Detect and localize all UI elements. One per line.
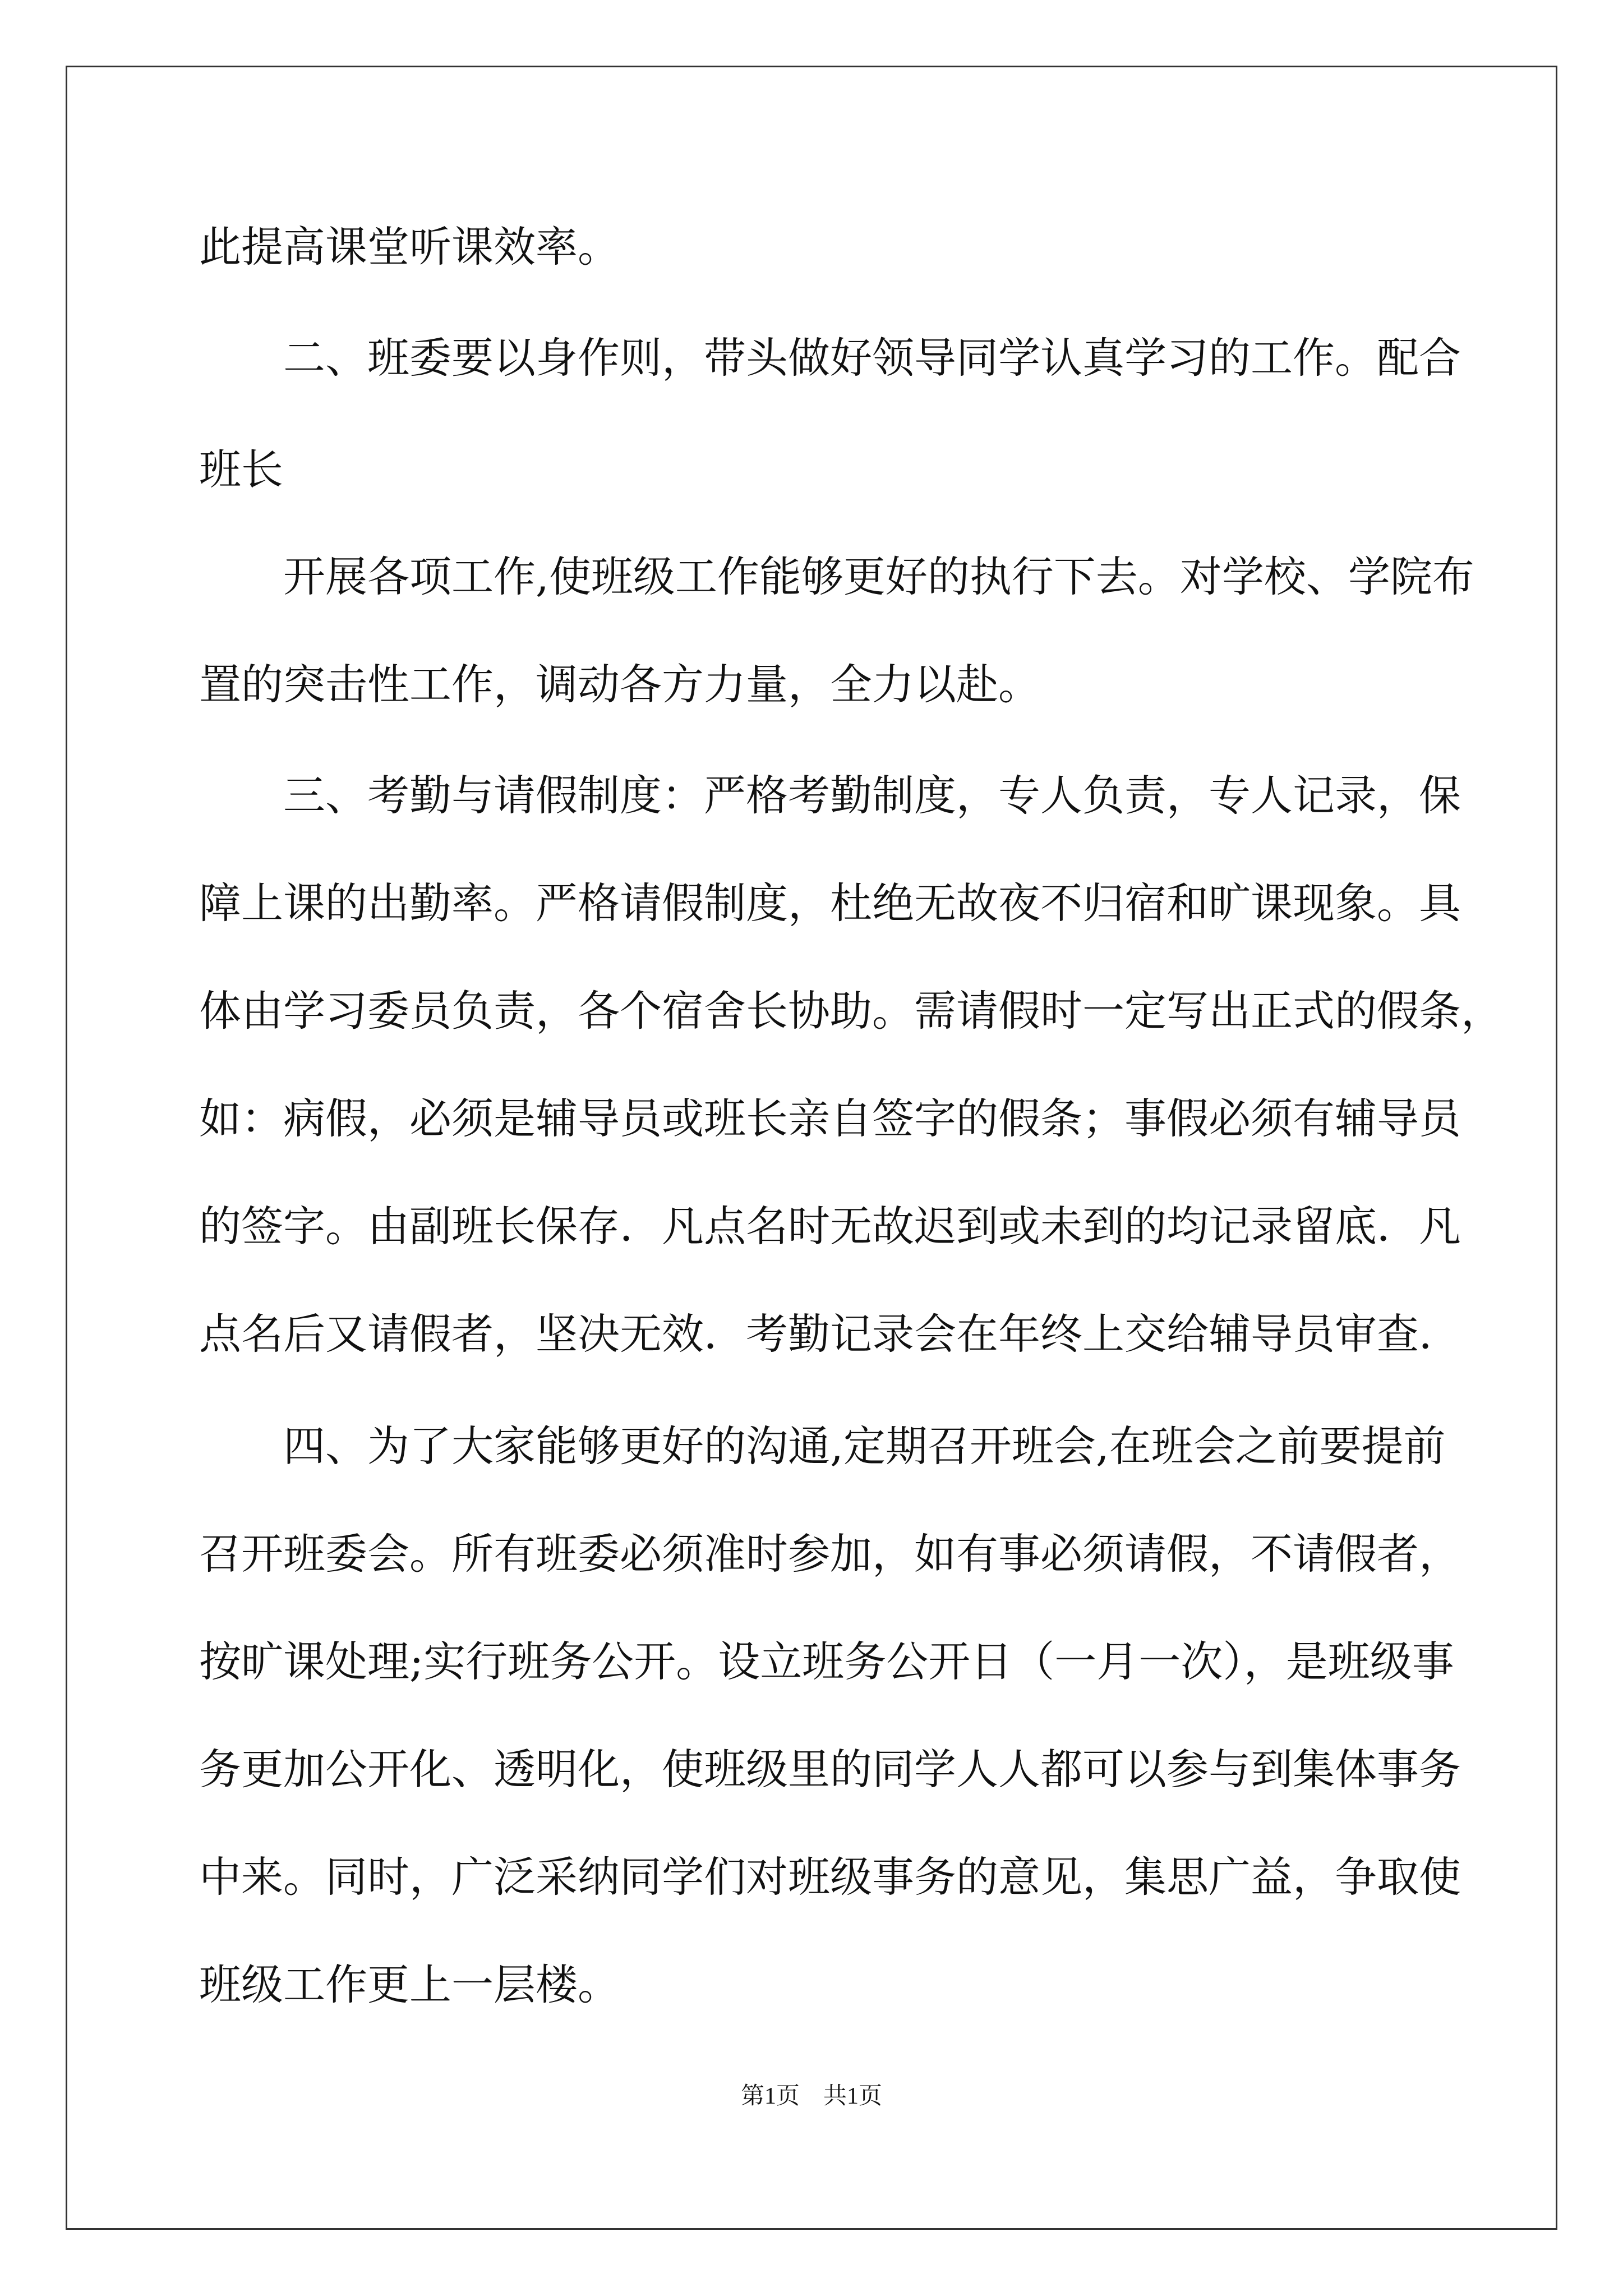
text-line: 班级工作更上一层楼。 — [199, 1960, 620, 2009]
text-line: 按旷课处理;实行班务公开。设立班务公开日（一月一次），是班级事 — [199, 1637, 1454, 1686]
text-line: 如：病假，必须是辅导员或班长亲自签字的假条；事假必须有辅导员 — [199, 1094, 1461, 1143]
page-number-footer: 第1页 共1页 — [740, 2083, 882, 2109]
text-line: 点名后又请假者，坚决无效．考勤记录会在年终上交给辅导员审查． — [199, 1309, 1461, 1359]
text-line: 此提高课堂听课效率。 — [199, 222, 620, 272]
text-line: 务更加公开化、透明化，使班级里的同学人人都可以参与到集体事务 — [199, 1745, 1461, 1794]
text-line: 三、考勤与请假制度：严格考勤制度，专人负责，专人记录，保 — [283, 771, 1461, 820]
text-line: 体由学习委员负责，各个宿舍长协助。需请假时一定写出正式的假条， — [199, 986, 1504, 1036]
text-line: 二、班委要以身作则，带头做好领导同学认真学习的工作。配合 — [283, 333, 1461, 383]
text-line: 障上课的出勤率。严格请假制度，杜绝无故夜不归宿和旷课现象。具 — [199, 878, 1461, 928]
text-line: 开展各项工作,使班级工作能够更好的执行下去。对学校、学院布 — [283, 552, 1474, 601]
text-line: 四、为了大家能够更好的沟通,定期召开班会,在班会之前要提前 — [283, 1421, 1446, 1471]
text-line: 中来。同时，广泛采纳同学们对班级事务的意见，集思广益，争取使 — [199, 1852, 1461, 1902]
text-line: 班长 — [199, 445, 284, 494]
page-border — [66, 66, 1557, 2230]
text-line: 召开班委会。所有班委必须准时参加，如有事必须请假，不请假者， — [199, 1529, 1461, 1579]
text-line: 置的突击性工作，调动各方力量，全力以赴。 — [199, 660, 1041, 709]
text-line: 的签字。由副班长保存．凡点名时无故迟到或未到的均记录留底．凡 — [199, 1202, 1461, 1251]
